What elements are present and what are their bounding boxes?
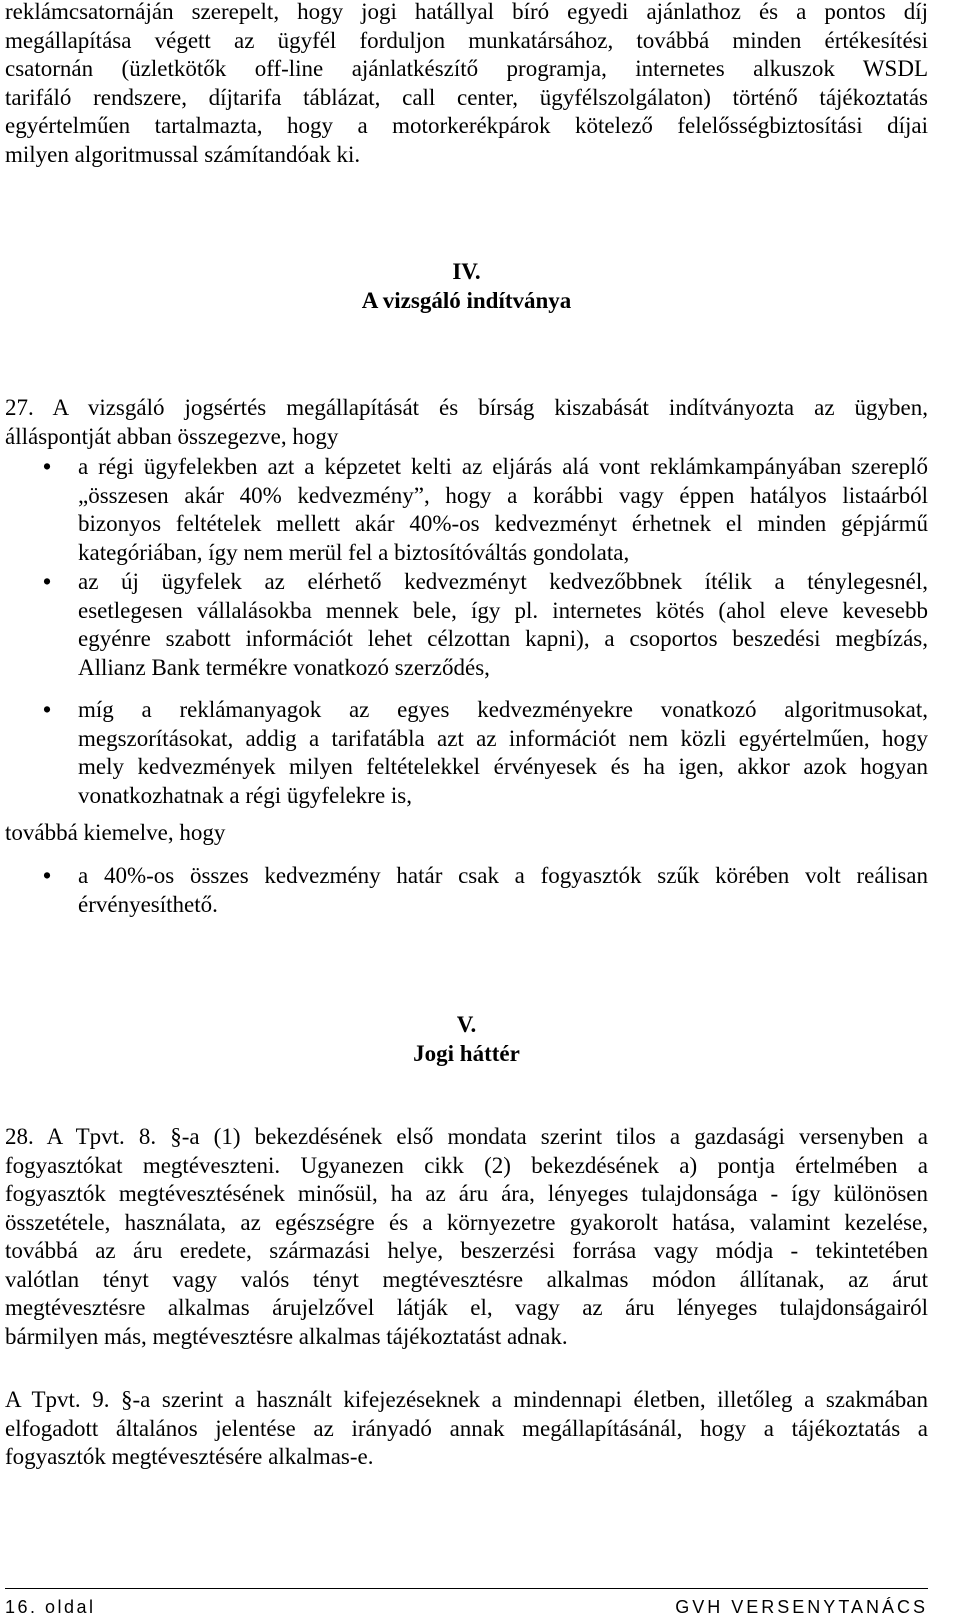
paragraph-line: az új ügyfelek az elérhető kedvezményt kedvezőbbnek ítélik a ténylegesnél,: [78, 569, 928, 594]
paragraph-line: milyen algoritmussal számítandóak ki.: [5, 141, 361, 167]
paragraph-line: tarifáló rendszere, díjtarifa táblázat, call center, ügyfélszolgálaton) történő tájékoztatás: [5, 84, 928, 110]
paragraph-line: érvényesíthető.: [78, 891, 218, 917]
paragraph-line: vonatkozhatnak a régi ügyfelekre is,: [78, 782, 413, 808]
continuation-text: [5, 819, 928, 848]
paragraph-line: kategóriában, így nem merül fel a biztosítóváltás gondolata,: [78, 539, 630, 565]
paragraph-line: továbbá kiemelve, hogy: [5, 820, 226, 845]
intro-paragraph: [5, 0, 928, 169]
section-number: V.: [456, 1012, 477, 1037]
paragraph-line: fogyasztók megtévesztésére alkalmas-e.: [5, 1444, 374, 1469]
paragraph-line: megállapítása végett az ügyfél forduljon munkatársához, továbbá minden értékesítési: [5, 27, 928, 53]
paragraph-line: Allianz Bank termékre vonatkozó szerződés,: [78, 654, 490, 680]
paragraph-line: reklámcsatornáján szerepelt, hogy jogi hatállyal bíró egyedi ajánlathoz és a pontos díj: [5, 0, 928, 24]
paragraph-line: elfogadott általános jelentése az irányadó annak megállapításánál, hogy a tájékoztatás a: [5, 1415, 928, 1441]
paragraph-line: csatornán (üzletkötők off-line ajánlatkészítő programja, internetes alkuszok WSDL: [5, 56, 928, 81]
paragraph-28: [5, 1123, 928, 1351]
paragraph-line: míg a reklámanyagok az egyes kedvezményekre vonatkozó algoritmusokat,: [78, 697, 928, 722]
paragraph-line: megszorításokat, addig a tarifatábla azt az információt nem közli egyértelműen, hogy: [78, 725, 928, 751]
bullet-icon: •: [43, 569, 52, 594]
bullet-icon: •: [43, 697, 52, 722]
paragraph-line: egyértelműen tartalmazta, hogy a motorkerékpárok kötelező felelősségbiztosítási díjai: [5, 113, 928, 138]
list-item: [5, 568, 928, 682]
section-heading-iv: [5, 258, 928, 315]
paragraph-line: megtévesztésre alkalmas árujelzővel látják el, vagy az áru lényeges tulajdonságairól: [5, 1295, 928, 1320]
list-item: [5, 862, 928, 919]
paragraph-line: A Tpvt. 9. §-a szerint a használt kifejezéseknek a mindennapi életben, illetőleg a szakmában: [5, 1387, 928, 1412]
page-number: 16. oldal: [5, 1597, 96, 1613]
paragraph-line: „összesen akár 40% kedvezmény”, hogy a korábbi vagy éppen hatályos listaárból: [78, 482, 928, 508]
paragraph-line: 27. A vizsgáló jogsértés megállapítását és bírság kiszabását indítványozta az ügyben,: [5, 395, 928, 420]
paragraph-line: 28. A Tpvt. 8. §-a (1) bekezdésének első mondata szerint tilos a gazdasági versenyben a: [5, 1124, 928, 1149]
paragraph-line: összetétele, használata, az egészségre és a környezetre gyakorolt hatása, valamint kezelése,: [5, 1209, 928, 1235]
paragraph-line: a 40%-os összes kedvezmény határ csak a fogyasztók szűk körében volt reálisan: [78, 863, 928, 888]
footer-divider: [5, 1588, 928, 1589]
paragraph-line: esetlegesen vállalásokba mennek bele, így pl. internetes kötés (ahol eleve kevesebb: [78, 597, 928, 623]
section-title: A vizsgáló indítványa: [361, 287, 572, 313]
section-number: IV.: [452, 259, 481, 284]
bullet-icon: •: [43, 454, 52, 479]
list-item: [5, 696, 928, 810]
paragraph-line: álláspontját abban összegezve, hogy: [5, 423, 339, 449]
section-title: Jogi háttér: [413, 1040, 520, 1066]
paragraph-line: fogyasztókat megtéveszteni. Ugyanezen cikk (2) bekezdésének a) pontja értelmében a: [5, 1152, 928, 1178]
paragraph-line: bármilyen más, megtévesztésre alkalmas tájékoztatást adnak.: [5, 1323, 568, 1349]
paragraph-line: bizonyos feltételek mellett akár 40%-os kedvezményt érhetnek el minden gépjármű: [78, 511, 928, 536]
page-footer: [5, 1597, 928, 1613]
paragraph-line: továbbá az áru eredete, származási helye, beszerzési forrása vagy módja - tekintetében: [5, 1238, 928, 1263]
list-item: [5, 453, 928, 567]
paragraph-line: a régi ügyfelekben azt a képzetet kelti az eljárás alá vont reklámkampányában szereplő: [78, 454, 928, 479]
paragraph-27: [5, 394, 928, 451]
paragraph-line: fogyasztók megtévesztésének minősül, ha az áru ára, lényeges tulajdonsága - így különösen: [5, 1181, 928, 1206]
section-heading-v: [5, 1011, 928, 1068]
paragraph-line: valótlan tényt vagy valós tényt megtévesztésre alkalmas módon állítanak, az árut: [5, 1266, 928, 1292]
paragraph-line: mely kedvezmények milyen feltételekkel érvényesek és ha igen, akkor azok hogyan: [78, 754, 928, 779]
organization-name: GVH VERSENYTANÁCS: [675, 1597, 928, 1613]
paragraph-tpvt-9: [5, 1386, 928, 1472]
bullet-icon: •: [43, 863, 52, 888]
paragraph-line: egyénre szabott információt lehet célzottan kapni), a csoportos beszedési megbízás,: [78, 626, 928, 651]
